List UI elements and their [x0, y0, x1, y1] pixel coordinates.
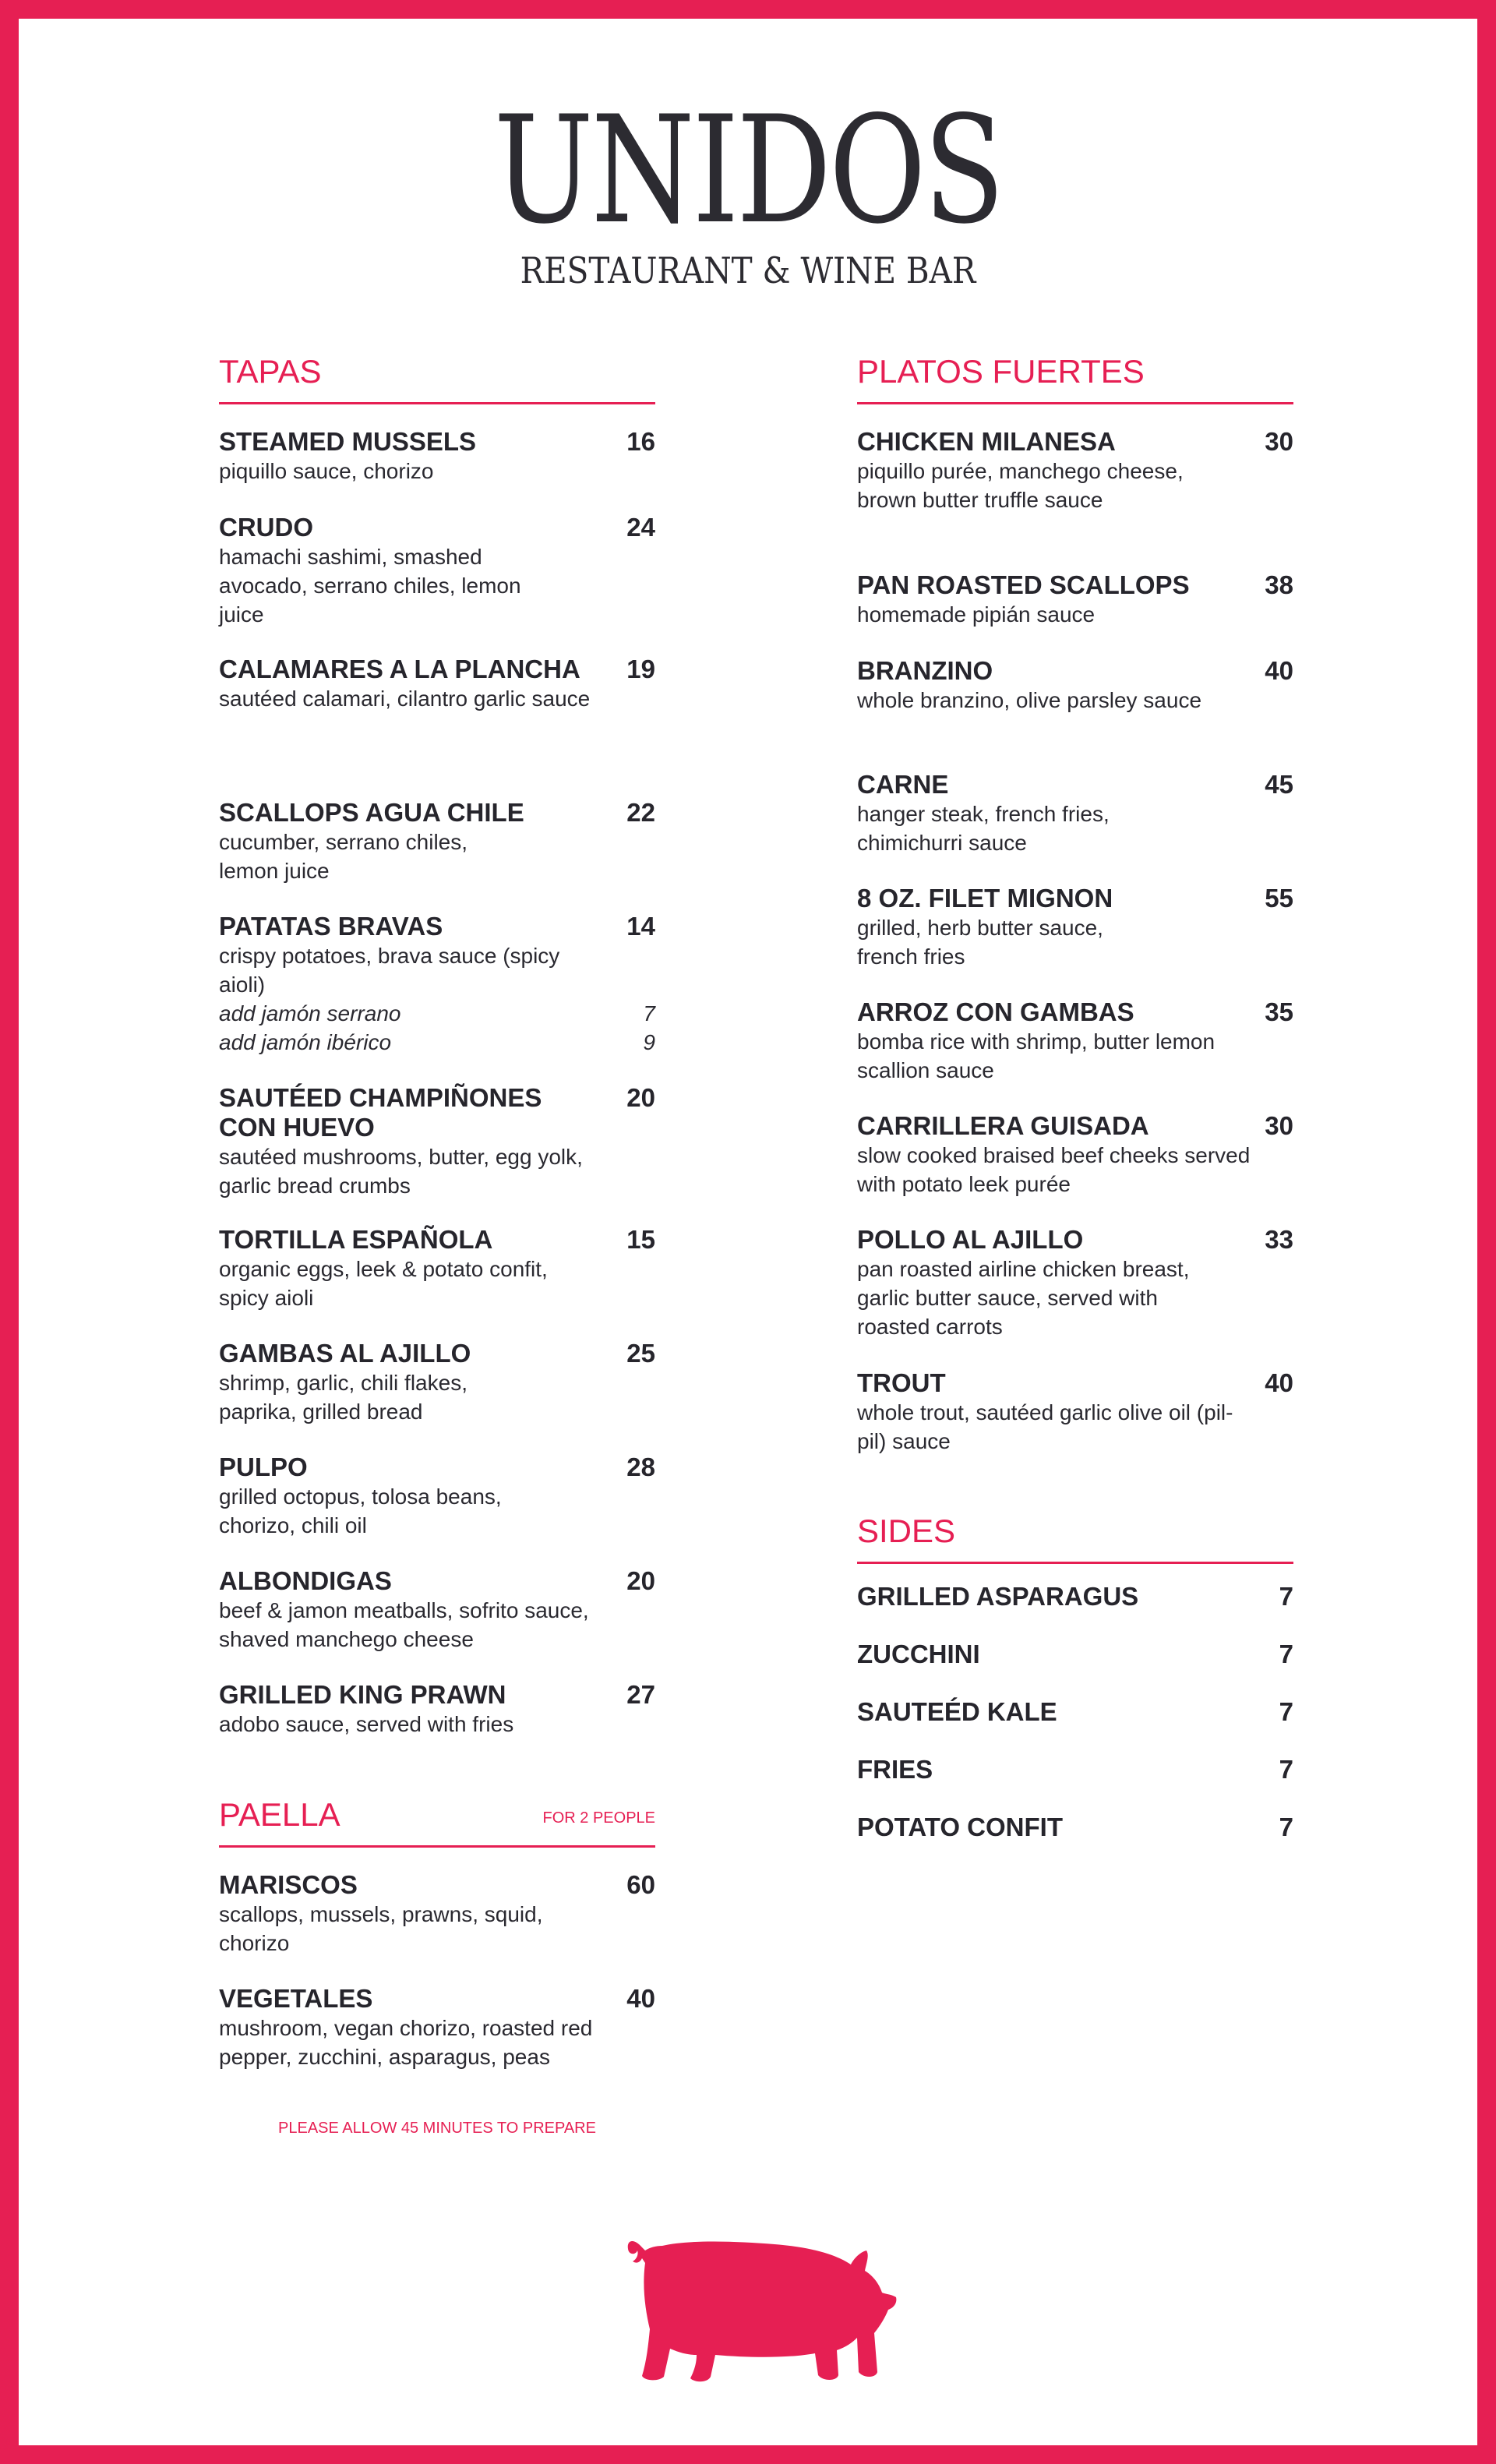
- menu-item: [857, 997, 1293, 1085]
- section-title: PLATOS FUERTES: [857, 353, 1145, 390]
- item-name: ZUCCHINI: [857, 1640, 980, 1668]
- side-item: [857, 1755, 1293, 1784]
- item-name: CRUDO: [219, 513, 313, 542]
- item-description: cucumber, serrano chiles, lemon juice: [219, 830, 468, 883]
- item-price: 7: [1279, 1813, 1293, 1841]
- side-item: [857, 1582, 1293, 1611]
- menu-item: [219, 1680, 655, 1739]
- item-name: MARISCOS: [219, 1870, 358, 1899]
- item-name: CHICKEN MILANESA: [857, 427, 1116, 456]
- item-price: 19: [626, 655, 655, 683]
- item-description: grilled, herb butter sauce, french fries: [857, 916, 1103, 969]
- addon-label: add jamón ibérico: [219, 1030, 392, 1054]
- addon-price: 7: [643, 1001, 655, 1025]
- section-title: SIDES: [857, 1513, 956, 1549]
- item-price: 30: [1265, 1111, 1293, 1140]
- menu-item: [857, 1111, 1293, 1198]
- menu-item: [219, 655, 655, 713]
- item-description: sautéed calamari, cilantro garlic sauce: [219, 687, 591, 711]
- item-price: 45: [1265, 770, 1293, 799]
- item-name: GRILLED ASPARAGUS: [857, 1582, 1139, 1611]
- item-description: hanger steak, french fries, chimichurri sauce: [857, 802, 1110, 855]
- platos-fuertes-header: [857, 355, 1293, 404]
- menu-item: [219, 427, 655, 485]
- menu-item: [857, 570, 1293, 629]
- item-addon: [219, 999, 655, 1028]
- addon-price: 9: [643, 1030, 655, 1054]
- menu-item: [857, 427, 1293, 514]
- item-price: 24: [626, 513, 655, 542]
- menu-item: [219, 1339, 655, 1426]
- item-description: slow cooked braised beef cheeks served with potato leek purée: [857, 1143, 1251, 1196]
- item-description: mushroom, vegan chorizo, roasted red pepper, zucchini, asparagus, peas: [219, 2016, 593, 2069]
- item-name: VEGETALES: [219, 1984, 373, 2013]
- item-price: 60: [626, 1870, 655, 1899]
- item-description: organic eggs, leek & potato confit, spicy aioli: [219, 1257, 548, 1310]
- item-price: 28: [626, 1453, 655, 1481]
- item-price: 27: [626, 1680, 655, 1709]
- item-name: POLLO AL AJILLO: [857, 1225, 1084, 1254]
- item-price: 55: [1265, 884, 1293, 913]
- item-price: 14: [626, 912, 655, 941]
- item-price: 7: [1279, 1640, 1293, 1668]
- item-price: 40: [626, 1984, 655, 2013]
- item-price: 20: [626, 1083, 655, 1112]
- item-description: hamachi sashimi, smashed avocado, serrano chiles, lemon juice: [219, 545, 521, 627]
- menu-item: [219, 1870, 655, 1957]
- menu-item: [219, 513, 655, 629]
- menu-item: [219, 1453, 655, 1540]
- platos-fuertes-section: [857, 355, 1293, 1477]
- item-price: 38: [1265, 570, 1293, 599]
- item-price: 15: [626, 1225, 655, 1254]
- menu-page: [19, 19, 1477, 2445]
- menu-item: [857, 1368, 1293, 1456]
- menu-item: [219, 912, 655, 1057]
- item-name: ALBONDIGAS: [219, 1566, 392, 1595]
- item-name: STEAMED MUSSELS: [219, 427, 477, 456]
- item-name: SAUTÉED CHAMPIÑONES CON HUEVO: [219, 1083, 542, 1142]
- item-price: 22: [626, 798, 655, 827]
- menu-item: [857, 884, 1293, 971]
- item-name: SCALLOPS AGUA CHILE: [219, 798, 524, 827]
- restaurant-subtitle: RESTAURANT & WINE BAR: [520, 249, 976, 291]
- item-price: 7: [1279, 1697, 1293, 1726]
- item-price: 25: [626, 1339, 655, 1368]
- paella-header: [219, 1796, 655, 1848]
- item-name: FRIES: [857, 1755, 933, 1784]
- menu-item: [219, 1225, 655, 1312]
- item-price: 16: [626, 427, 655, 456]
- item-description: crispy potatoes, brava sauce (spicy aioli): [219, 944, 560, 997]
- menu-item: [219, 1083, 655, 1200]
- menu-item: [219, 1566, 655, 1654]
- item-description: bomba rice with shrimp, butter lemon scallion sauce: [857, 1029, 1216, 1082]
- item-name: SAUTEÉD KALE: [857, 1697, 1057, 1726]
- item-price: 33: [1265, 1225, 1293, 1254]
- item-name: BRANZINO: [857, 656, 993, 685]
- item-price: 35: [1265, 997, 1293, 1026]
- item-name: POTATO CONFIT: [857, 1813, 1063, 1841]
- item-description: adobo sauce, served with fries: [219, 1712, 514, 1736]
- item-name: TROUT: [857, 1368, 946, 1397]
- item-description: shrimp, garlic, chili flakes, paprika, grilled bread: [219, 1371, 468, 1424]
- item-description: piquillo sauce, chorizo: [219, 459, 434, 483]
- menu-item: [857, 656, 1293, 715]
- paella-section: [219, 1796, 655, 2149]
- side-item: [857, 1813, 1293, 1842]
- item-description: pan roasted airline chicken breast, garlic butter sauce, served with roasted carrots: [857, 1257, 1190, 1339]
- item-name: CALAMARES A LA PLANCHA: [219, 655, 580, 683]
- section-note: FOR 2 PEOPLE: [542, 1809, 655, 1827]
- item-description: sautéed mushrooms, butter, egg yolk, garlic bread crumbs: [219, 1145, 583, 1198]
- sides-header: [857, 1515, 1293, 1564]
- item-description: beef & jamon meatballs, sofrito sauce, shaved manchego cheese: [219, 1598, 589, 1651]
- side-item: [857, 1697, 1293, 1727]
- item-description: whole branzino, olive parsley sauce: [857, 688, 1202, 712]
- item-name: PATATAS BRAVAS: [219, 912, 443, 941]
- item-name: GRILLED KING PRAWN: [219, 1680, 506, 1709]
- item-description: piquillo purée, manchego cheese, brown butter truffle sauce: [857, 459, 1184, 512]
- item-name: CARRILLERA GUISADA: [857, 1111, 1149, 1140]
- item-name: 8 OZ. FILET MIGNON: [857, 884, 1113, 913]
- item-name: PULPO: [219, 1453, 308, 1481]
- addon-label: add jamón serrano: [219, 1001, 401, 1025]
- menu-item: [857, 770, 1293, 857]
- item-description: grilled octopus, tolosa beans, chorizo, chili oil: [219, 1484, 502, 1537]
- item-description: scallops, mussels, prawns, squid, chorizo: [219, 1902, 543, 1955]
- pig-icon: [619, 2216, 899, 2395]
- item-description: homemade pipián sauce: [857, 602, 1096, 627]
- item-name: TORTILLA ESPAÑOLA: [219, 1225, 493, 1254]
- section-title: TAPAS: [219, 353, 322, 390]
- item-price: 30: [1265, 427, 1293, 456]
- menu-item: [219, 1984, 655, 2071]
- paella-prep-note: PLEASE ALLOW 45 MINUTES TO PREPARE: [278, 2120, 596, 2137]
- item-name: ARROZ CON GAMBAS: [857, 997, 1134, 1026]
- tapas-header: [219, 355, 655, 404]
- item-description: whole trout, sautéed garlic olive oil (pil-pil) sauce: [857, 1400, 1233, 1453]
- item-addon: [219, 1028, 655, 1057]
- tapas-section: [219, 355, 655, 1758]
- sides-section: [857, 1515, 1293, 1842]
- item-price: 40: [1265, 1368, 1293, 1397]
- item-name: GAMBAS AL AJILLO: [219, 1339, 471, 1368]
- item-price: 40: [1265, 656, 1293, 685]
- item-name: PAN ROASTED SCALLOPS: [857, 570, 1190, 599]
- item-price: 7: [1279, 1582, 1293, 1611]
- restaurant-logo: UNIDOS: [493, 84, 1003, 256]
- item-price: 7: [1279, 1755, 1293, 1784]
- menu-item: [219, 798, 655, 885]
- item-price: 20: [626, 1566, 655, 1595]
- menu-item: [857, 1225, 1293, 1341]
- side-item: [857, 1640, 1293, 1669]
- item-name: CARNE: [857, 770, 949, 799]
- section-title: PAELLA: [219, 1796, 340, 1833]
